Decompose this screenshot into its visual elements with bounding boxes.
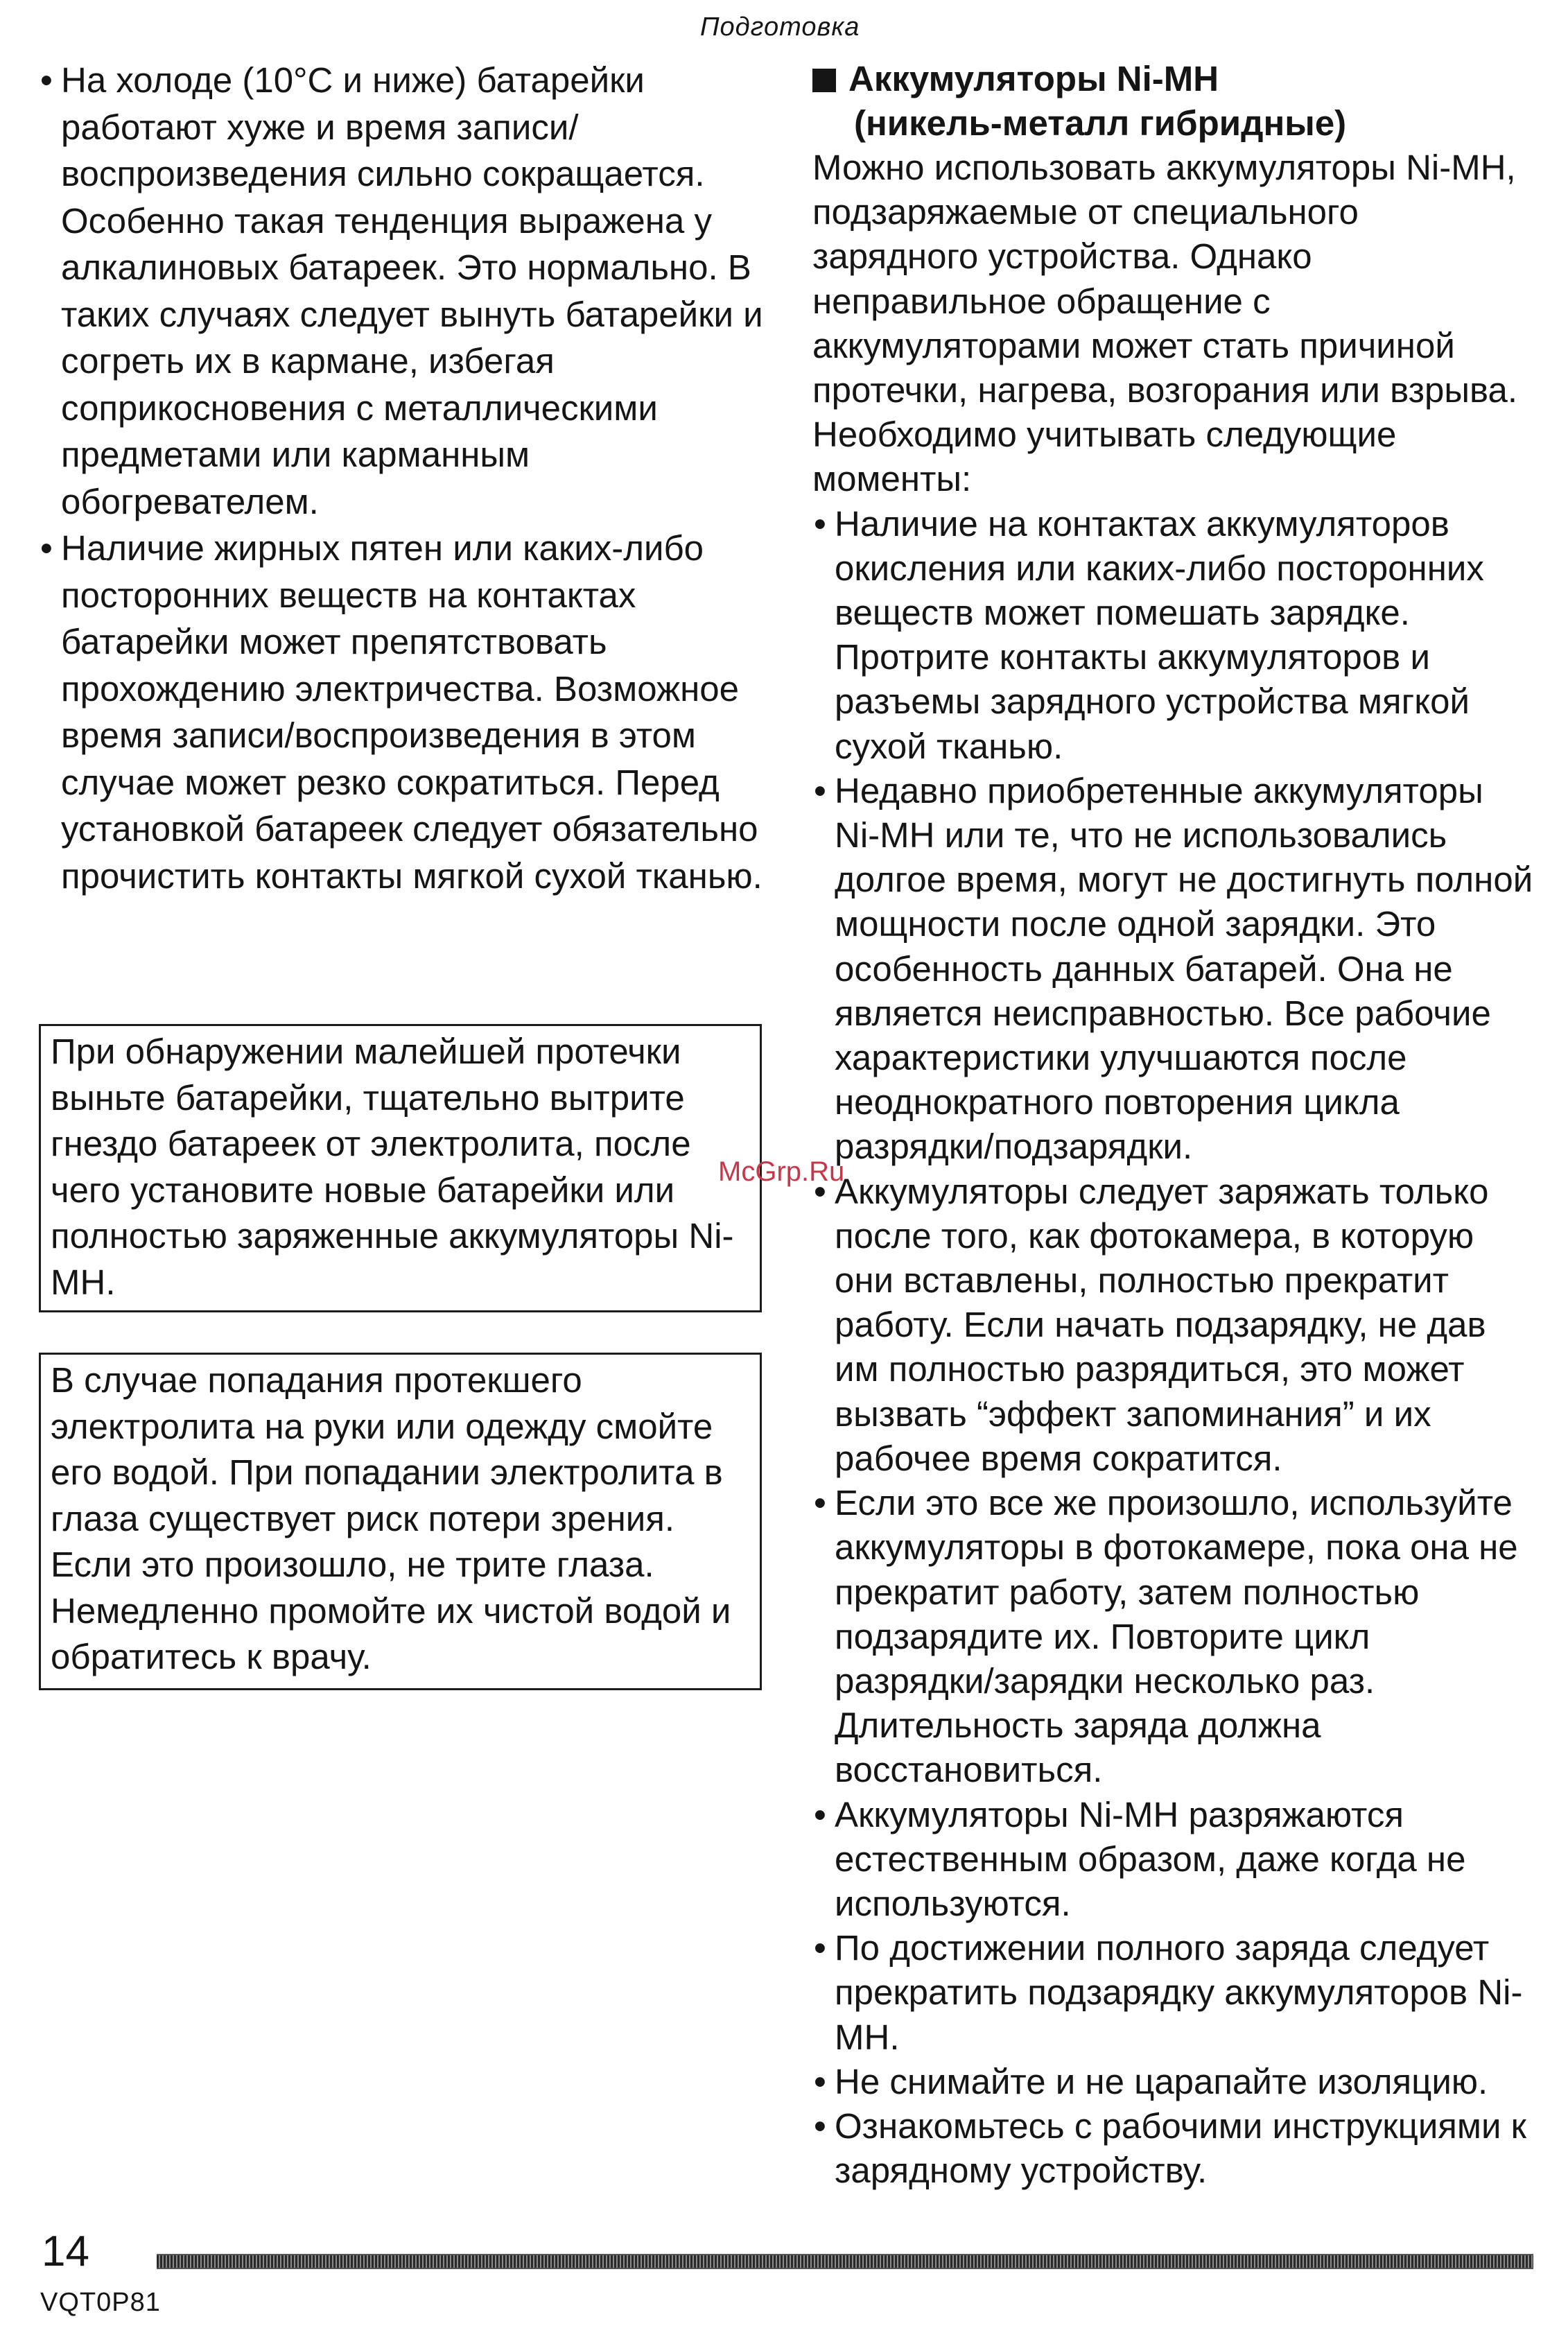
model-code: VQT0P81 (40, 2288, 161, 2317)
left-bullet-list (39, 57, 774, 899)
list-item: • По достижении полного заряда следует прекратить подзарядку аккумуляторов Ni-MH. (812, 1926, 1533, 2060)
list-item: • Аккумуляторы следует заряжать только после того, как фотокамера, в которую они вставлены, полностью прекратит работу. Если начать подзарядку, не дав им полностью разрядиться, это может вызвать “эффект запоминания” и их рабочее время сократится. (812, 1170, 1533, 1481)
right-bullet-list (812, 502, 1533, 2194)
list-item: • Недавно приобретенные аккумуляторы Ni-MH или те, что не использовались долгое время, могут не достигнуть полной мощности после одной зарядки. Это особенность данных батарей. Она не является неисправностью. Все рабочие характеристики улучшаются после неоднократного повторения цикла разрядки/подзарядки. (812, 769, 1533, 1170)
section-intro: Можно использовать аккумуляторы Ni-MH, подзаряжаемые от специального зарядного устройства. Однако неправильное обращение с аккумуляторами может стать причиной протечки, нагрева, возгорания или взрыва. Необходимо учитывать следующие моменты: (812, 148, 1518, 499)
section-title-line1: Аккумуляторы Ni-MH (848, 59, 1219, 98)
section-title (812, 57, 1533, 146)
section-title-line2: (никель-металл гибридные) (854, 103, 1347, 143)
square-bullet-icon (812, 69, 836, 92)
left-column (39, 57, 774, 899)
watermark: McGrp.Ru (718, 1156, 845, 1187)
list-item: • Наличие на контактах аккумуляторов окисления или каких-либо посторонних веществ может помешать зарядке. Протрите контакты аккумуляторов и разъемы зарядного устройства мягкой сухой тканью. (812, 502, 1533, 769)
list-item: • Если это все же произошло, используйте аккумуляторы в фотокамере, пока она не прекратит работу, затем полностью подзарядите их. Повторите цикл разрядки/зарядки несколько раз. Длительность заряда должна восстановиться. (812, 1481, 1533, 1792)
right-column (812, 57, 1533, 2193)
list-item: • Аккумуляторы Ni-MH разряжаются естественным образом, даже когда не используются. (812, 1793, 1533, 1927)
page-number: 14 (42, 2228, 89, 2275)
list-item: • На холоде (10°С и ниже) батарейки работают хуже и время записи/воспроизведения сильно сокращается. Особенно такая тенденция выражена у алкалиновых батареек. Это нормально. В таких случаях следует вынуть батарейки и согреть их в кармане, избегая соприкосновения с металлическими предметами или карманным обогревателем. (39, 57, 774, 525)
section-header: Подготовка (700, 12, 860, 42)
list-item: • Наличие жирных пятен или каких-либо посторонних веществ на контактах батарейки может препятствовать прохождению электричества. Возможное время записи/воспроизведения в этом случае может резко сократиться. Перед установкой батареек следует обязательно прочистить контакты мягкой сухой тканью. (39, 525, 774, 899)
footer-rule (157, 2254, 1533, 2269)
list-item: • Не снимайте и не царапайте изоляцию. (812, 2060, 1533, 2104)
list-item: • Ознакомьтесь с рабочими инструкциями к зарядному устройству. (812, 2104, 1533, 2193)
leak-warning-box: При обнаружении малейшей протечки выньте батарейки, тщательно вытрите гнездо батареек от электролита, после чего установите новые батарейки или полностью заряженные аккумуляторы Ni-MH. (39, 1024, 762, 1312)
electrolyte-warning-box: В случае попадания протекшего электролита на руки или одежду смойте его водой. При попадании электролита в глаза существует риск потери зрения. Если это произошло, не трите глаза. Немедленно промойте их чистой водой и обратитесь к врачу. (39, 1353, 762, 1690)
